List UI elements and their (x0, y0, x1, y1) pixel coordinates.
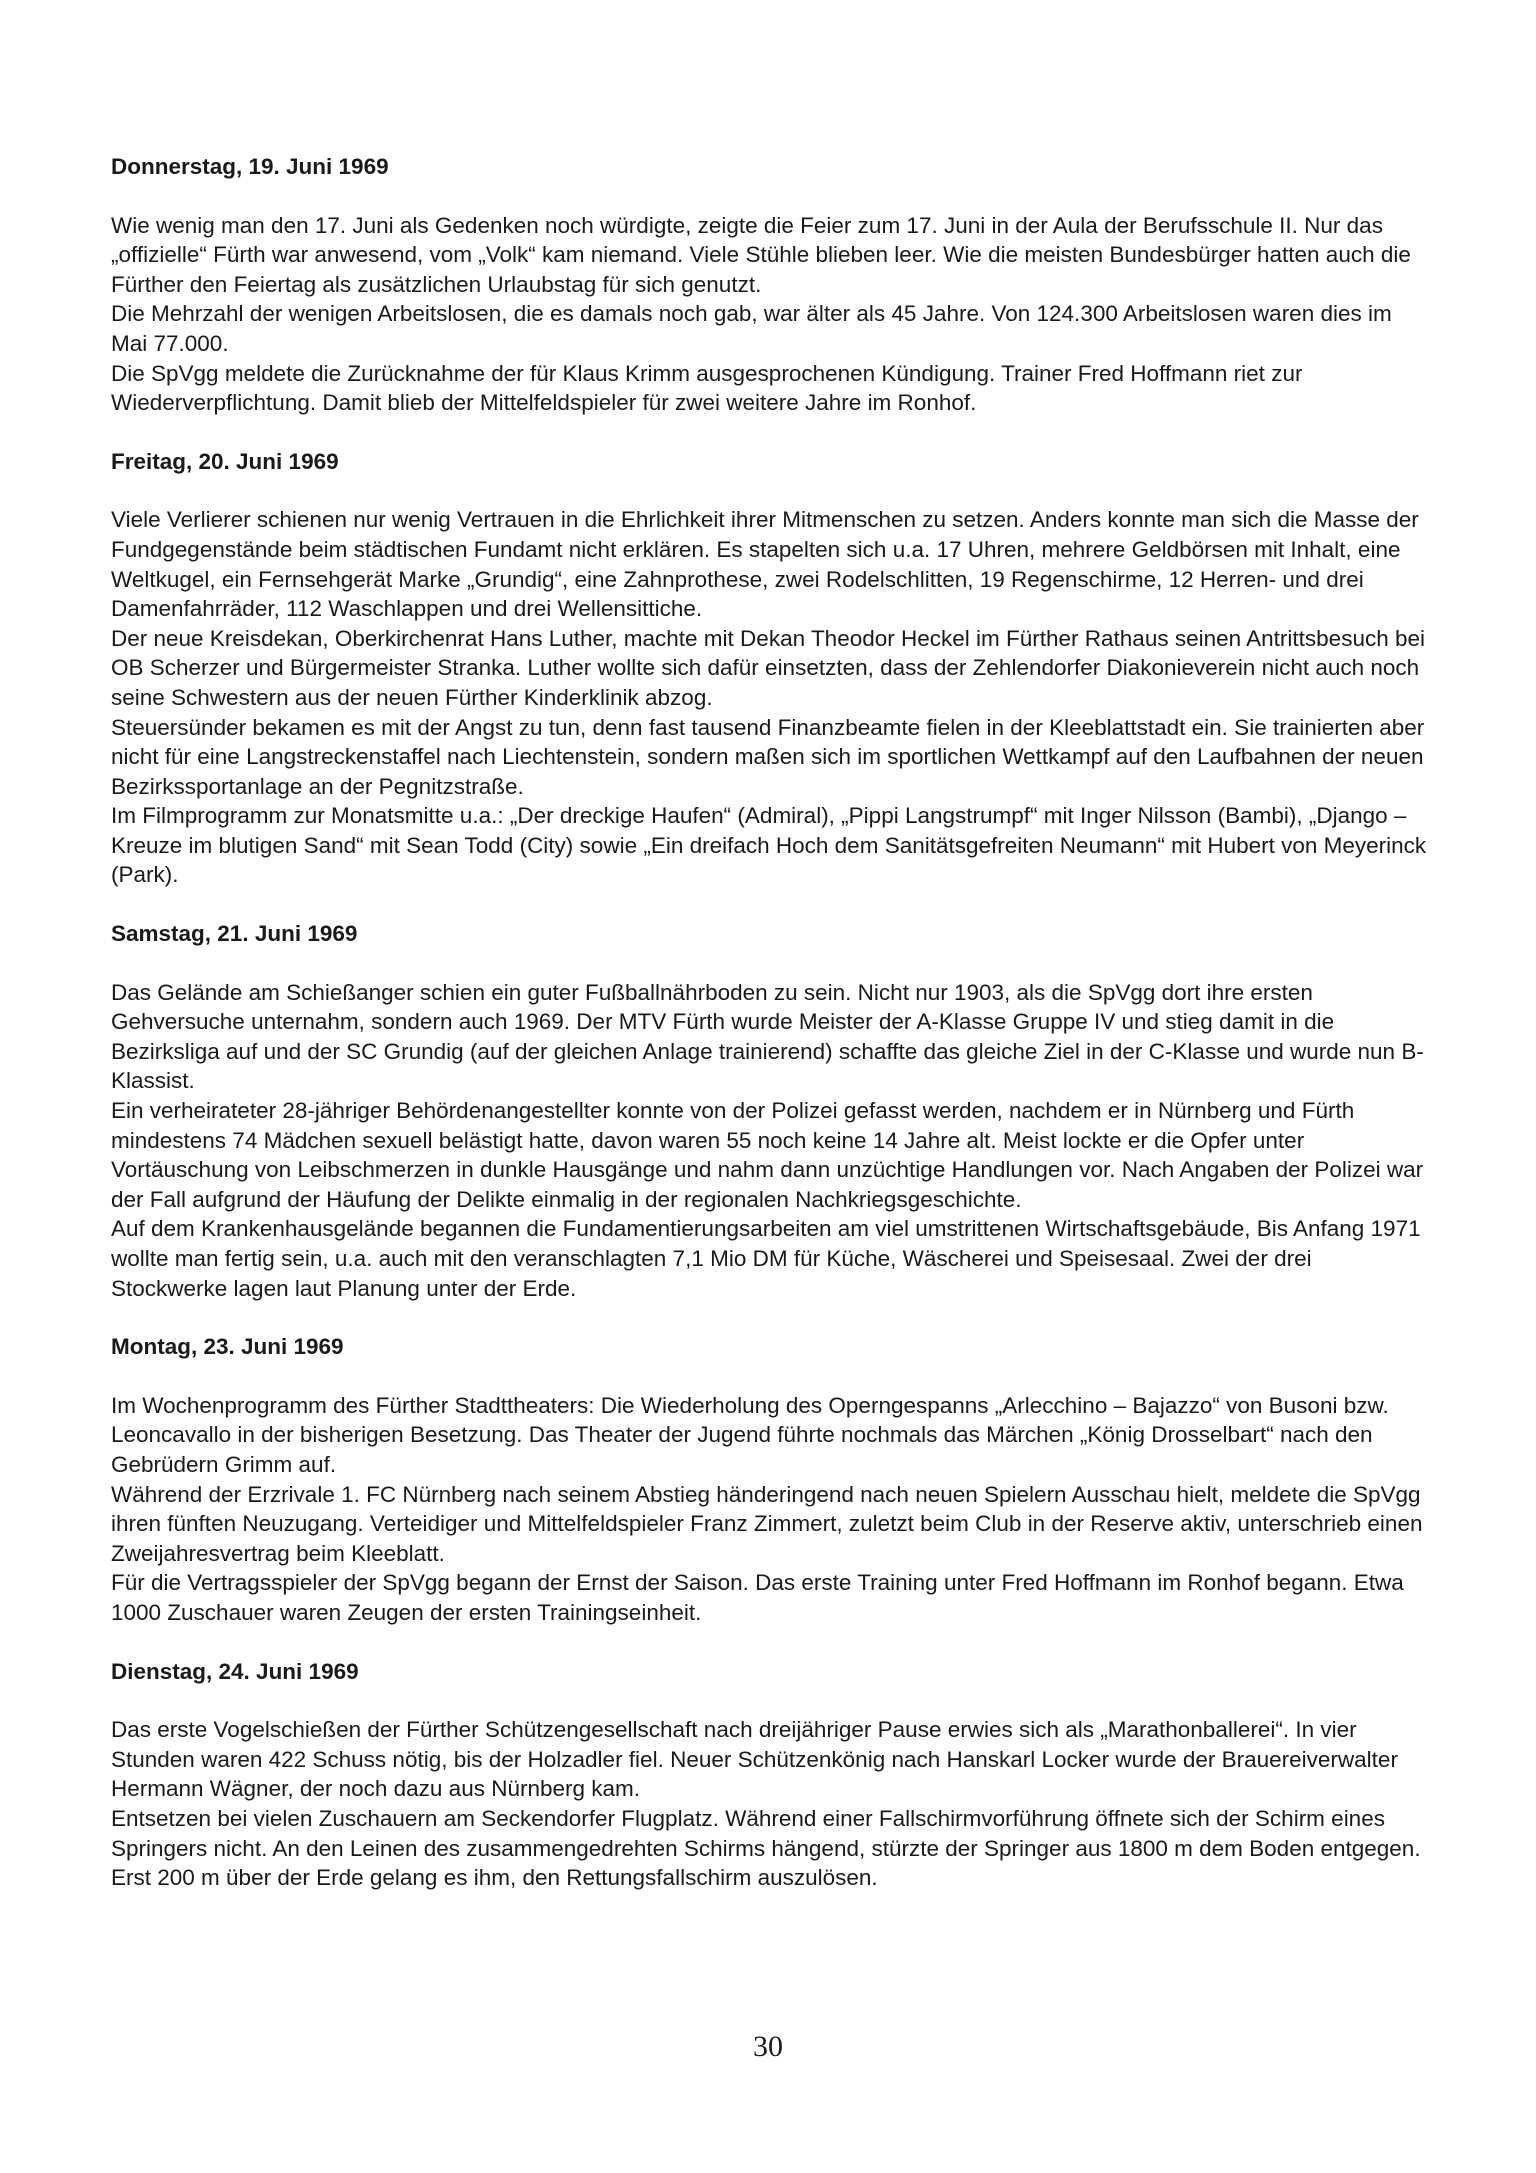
diary-entry (111, 1332, 1431, 1627)
entry-paragraph: Der neue Kreisdekan, Oberkirchenrat Hans Luther, machte mit Dekan Theodor Heckel im Fürther Rathaus seinen Antrittsbesuch bei OB Scherzer und Bürgermeister Stranka. Luther wollte sich dafür einsetzten, dass der Zehlendorfer Diakonieverein nicht auch noch seine Schwestern aus der neuen Fürther Kinderklinik abzog. (111, 625, 1425, 710)
entry-paragraph: Ein verheirateter 28-jähriger Behördenangestellter konnte von der Polizei gefasst werden, nachdem er in Nürnberg und Fürth mindestens 74 Mädchen sexuell belästigt hatte, davon waren 55 noch keine 14 Jahre alt. Meist lockte er die Opfer unter Vortäuschung von Leibschmerzen in dunkle Hausgänge und nahm dann unzüchtige Handlungen vor. Nach Angaben der Polizei war der Fall aufgrund der Häufung der Delikte einmalig in der regionalen Nachkriegsgeschichte. (111, 1098, 1424, 1212)
entry-date-heading: Donnerstag, 19. Juni 1969 (111, 154, 389, 179)
diary-entry (111, 447, 1431, 890)
entry-date-heading: Montag, 23. Juni 1969 (111, 1334, 344, 1360)
entry-paragraph: Auf dem Krankenhausgelände begannen die Fundamentierungsarbeiten am viel umstrittenen Wirtschaftsgebäude, Bis Anfang 1971 wollte man fertig sein, u.a. auch mit den veranschlagten 7,1 Mio DM für Küche, Wäscherei und Speisesaal. Zwei der drei Stockwerke lagen laut Planung unter der Erde. (111, 1216, 1421, 1301)
entry-paragraph: Wie wenig man den 17. Juni als Gedenken noch würdigte, zeigte die Feier zum 17. Juni in der Aula der Berufsschule II. Nur das „offizielle“ Fürth war anwesend, vom „Volk“ kam niemand. Viele Stühle blieben leer. Wie die meisten Bundesbürger hatten auch die Fürther den Feiertag als zusätzlichen Urlaubstag für sich genutzt. (111, 212, 1411, 297)
entry-paragraph: Viele Verlierer schienen nur wenig Vertrauen in die Ehrlichkeit ihrer Mitmenschen zu setzen. Anders konnte man sich die Masse der Fundgegenstände beim städtischen Fundamt nicht erklären. Es stapelten sich u.a. 17 Uhren, mehrere Geldbörsen mit Inhalt, eine Weltkugel, ein Fernsehgerät Marke „Grundig“, eine Zahnprothese, zwei Rodelschlitten, 19 Regenschirme, 12 Herren- und drei Damenfahrräder, 112 Waschlappen und drei Wellensittiche. (111, 507, 1419, 622)
entry-paragraph: Die Mehrzahl der wenigen Arbeitslosen, die es damals noch gab, war älter als 45 Jahre. Von 124.300 Arbeitslosen waren dies im Mai 77.000. (111, 301, 1392, 356)
diary-entry (111, 152, 1431, 418)
diary-entry (111, 919, 1431, 1303)
entry-paragraph: Die SpVgg meldete die Zurücknahme der für Klaus Krimm ausgesprochenen Kündigung. Trainer Fred Hoffmann riet zur Wiederverpflichtung. Damit blieb der Mittelfeldspieler für zwei weitere Jahre im Ronhof. (111, 360, 1303, 416)
page-number: 30 (753, 2030, 783, 2063)
document-page (111, 152, 1431, 1922)
entry-paragraph: Das Gelände am Schießanger schien ein guter Fußballnährboden zu sein. Nicht nur 1903, als die SpVgg dort ihre ersten Gehversuche unternahm, sondern auch 1969. Der MTV Fürth wurde Meister der A-Klasse Gruppe IV und stieg damit in die Bezirksliga auf und der SC Grundig (auf der gleichen Anlage trainierend) schaffte das gleiche Ziel in der C-Klasse und wurde nun B-Klassist. (111, 979, 1424, 1094)
entry-date-heading: Dienstag, 24. Juni 1969 (111, 1658, 359, 1684)
diary-entry (111, 1657, 1431, 1893)
entry-date-heading: Freitag, 20. Juni 1969 (111, 448, 339, 474)
entry-paragraph: Während der Erzrivale 1. FC Nürnberg nach seinem Abstieg händeringend nach neuen Spielern Ausschau hielt, meldete die SpVgg ihren fünften Neuzugang. Verteidiger und Mittelfeldspieler Franz Zimmert, zuletzt beim Club in der Reserve aktiv, unterschrieb einen Zweijahresvertrag beim Kleeblatt. (111, 1481, 1423, 1566)
entry-date-heading: Samstag, 21. Juni 1969 (111, 921, 358, 947)
entry-paragraph: Das erste Vogelschießen der Fürther Schützengesellschaft nach dreijähriger Pause erwies sich als „Marathonballerei“. In vier Stunden waren 422 Schuss nötig, bis der Holzadler fiel. Neuer Schützenkönig nach Hanskarl Locker wurde der Brauereiverwalter Hermann Wägner, der noch dazu aus Nürnberg kam. (111, 1717, 1398, 1802)
entry-paragraph: Für die Vertragsspieler der SpVgg begann der Ernst der Saison. Das erste Training unter Fred Hoffmann im Ronhof begann. Etwa 1000 Zuschauer waren Zeugen der ersten Trainingseinheit. (111, 1570, 1404, 1625)
entry-paragraph: Entsetzen bei vielen Zuschauern am Seckendorfer Flugplatz. Während einer Fallschirmvorführung öffnete sich der Schirm eines Springers nicht. An den Leinen des zusammengedrehten Schirms hängend, stürzte der Springer aus 1800 m dem Boden entgegen. Erst 200 m über der Erde gelang es ihm, den Rettungsfallschirm auszulösen. (111, 1805, 1421, 1891)
entry-paragraph: Steuersünder bekamen es mit der Angst zu tun, denn fast tausend Finanzbeamte fielen in der Kleeblattstadt ein. Sie trainierten aber nicht für eine Langstreckenstaffel nach Liechtenstein, sondern maßen sich im sportlichen Wettkampf auf den Laufbahnen der neuen Bezirkssportanlage an der Pegnitzstraße. (111, 714, 1425, 799)
entry-paragraph: Im Filmprogramm zur Monatsmitte u.a.: „Der dreckige Haufen“ (Admiral), „Pippi Langstrumpf“ mit Inger Nilsson (Bambi), „Django – Kreuze im blutigen Sand“ mit Sean Todd (City) sowie „Ein dreifach Hoch dem Sanitätsgefreiten Neumann“ mit Hubert von Meyerinck (Park). (111, 803, 1427, 888)
entry-paragraph: Im Wochenprogramm des Fürther Stadttheaters: Die Wiederholung des Operngespanns „Arlecchino – Bajazzo“ von Busoni bzw. Leoncavallo in der bisherigen Besetzung. Das Theater der Jugend führte nochmals das Märchen „König Drosselbart“ nach den Gebrüdern Grimm auf. (111, 1392, 1389, 1477)
